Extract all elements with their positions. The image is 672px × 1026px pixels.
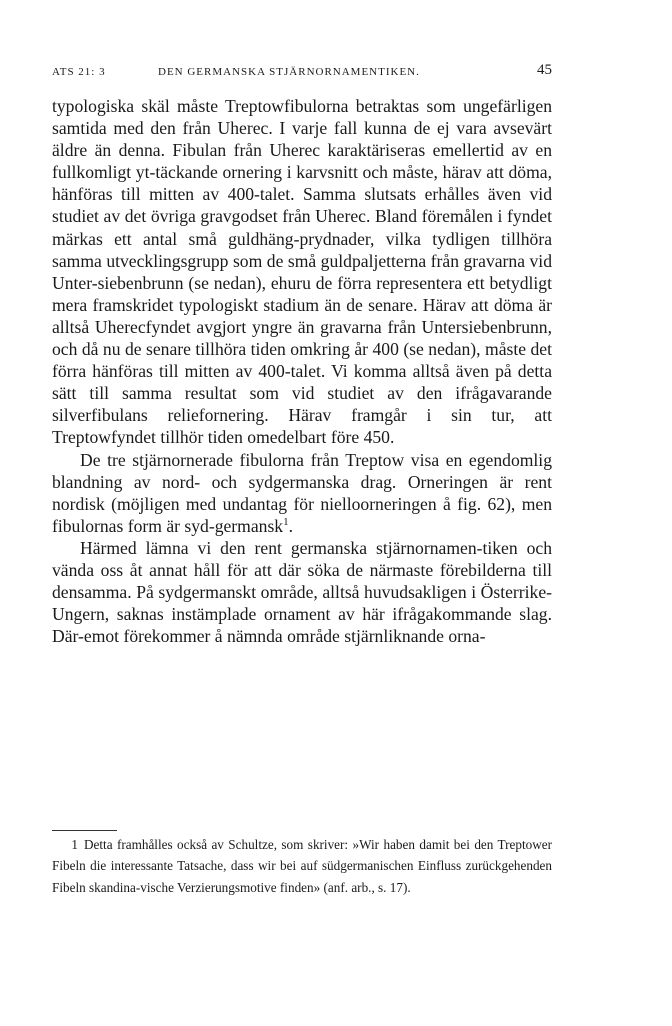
paragraph-3: Härmed lämna vi den rent germanska stjärnornamen-tiken och vända oss åt annat håll för att där söka de närmaste förebilderna till densamma. På sydgermanskt område, alltså huvudsakligen i Österrike-Ungern, saknas instämplade ornament av här ifrågakommande slag. Där-emot förekommer å nämnda område stjärnliknande orna- (52, 537, 552, 647)
header-journal-ref: ATS 21: 3 (52, 66, 106, 78)
footnote-text: Detta framhålles också av Schultze, som skriver: »Wir haben damit bei den Treptower Fibeln die interessante Tatsache, dass wir bei auf südgermanischen Einfluss zurückgehenden Fibeln skandina-vische Verzierungsmotive finden» (anf. arb., s. 17). (52, 837, 552, 895)
footnote-divider (52, 830, 117, 831)
paragraph-1: typologiska skäl måste Treptowfibulorna betraktas som ungefärligen samtida med den från Uherec. I varje fall kunna de ej vara avsevärt äldre än denna. Fibulan från Uherec karaktäriseras emellertid av en fullkomligt yt-täckande ornering i karvsnitt och måste, härav att döma, hänföras till mitten av 400-talet. Samma slutsats erhålles även vid studiet av det övriga gravgodset från Uherec. Bland föremålen i fyndet märkas ett antal små guldhäng-prydnader, vilka tydligen tillhöra samma utvecklingsgrupp som de små guldpaljetterna från gravarna vid Unter-siebenbrunn (se nedan), ehuru de förra representera ett betydligt mera framskridet typologiskt stadium än de senare. Härav att döma är alltså Uherecfyndet avgjort yngre än gravarna från Untersiebenbrunn, och då nu de senare tillhöra tiden omkring år 400 (se nedan), måste det förra hänföras till mitten av 400-talet. Vi komma alltså även på detta sätt till samma resultat som vid studiet av den ifrågavarande silverfibulans reliefornering. Härav framgår i sin tur, att Treptowfyndet tillhör tiden omedelbart före 450. (52, 96, 552, 448)
running-header (52, 62, 552, 82)
footnote (52, 834, 552, 898)
paragraph-2-text: De tre stjärnornerade fibulorna från Treptow visa en egendomlig blandning av nord- och sydgermanska drag. Orneringen är rent nordisk (möjligen med undantag för nielloorneringen å fig. 62), men fibulornas form är syd-germansk (52, 449, 552, 536)
header-chapter-title: DEN GERMANSKA STJÄRNORNAMENTIKEN. (158, 66, 420, 78)
footnote-number: 1 (71, 837, 78, 852)
footnote-reference[interactable]: 1 (283, 515, 289, 528)
body-text (52, 95, 552, 647)
paragraph-2: De tre stjärnornerade fibulorna från Treptow visa en egendomlig blandning av nord- och sydgermanska drag. Orneringen är rent nordisk (möjligen med undantag för nielloorneringen å fig. 62), men fibulornas form är syd-germansk$^1$. (52, 449, 552, 536)
page-number: 45 (537, 62, 552, 78)
